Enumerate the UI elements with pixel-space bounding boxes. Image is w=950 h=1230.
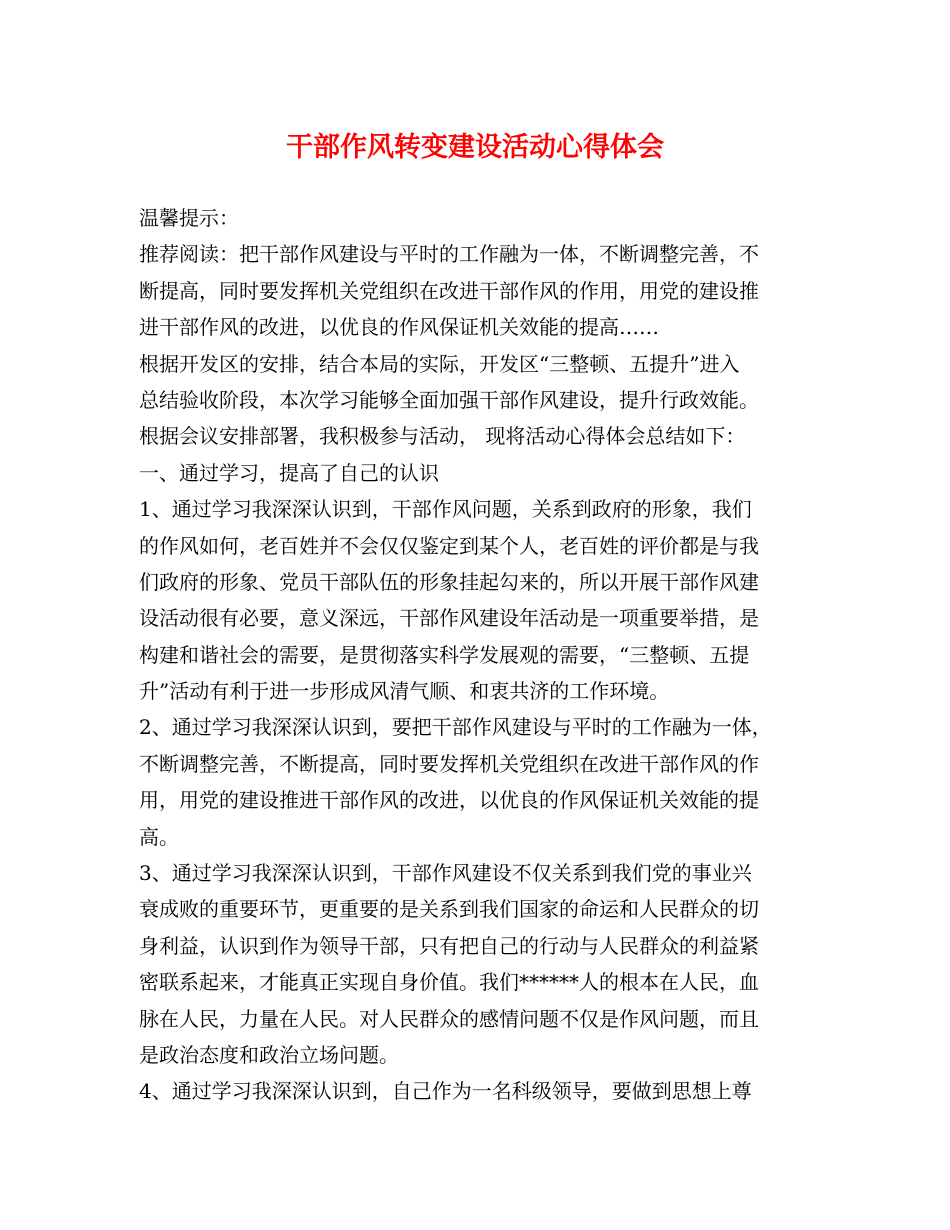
text-line: 3、通过学习我深深认识到，干部作风建设不仅关系到我们党的事业兴 bbox=[139, 861, 752, 886]
document-body bbox=[139, 200, 819, 1110]
text-line: 推荐阅读：把干部作风建设与平时的工作融为一体，不断调整完善，不 bbox=[139, 242, 759, 267]
text-line: 断提高，同时要发挥机关党组织在改进干部作风的作用，用党的建设推 bbox=[139, 278, 759, 303]
text-line: 设活动很有必要，意义深远，干部作风建设年活动是一项重要举措，是 bbox=[139, 606, 759, 631]
text-line: 根据会议安排部署，我积极参与活动， 现将活动心得体会总结如下： bbox=[139, 424, 746, 449]
text-line: 身利益，认识到作为领导干部，只有把自己的行动与人民群众的利益紧 bbox=[139, 933, 759, 958]
text-line: 进干部作风的改进，以优良的作风保证机关效能的提高…… bbox=[139, 315, 659, 340]
text-line: 构建和谐社会的需要，是贯彻落实科学发展观的需要，“三整顿、五提 bbox=[139, 642, 750, 667]
text-line: 衰成败的重要环节，更重要的是关系到我们国家的命运和人民群众的切 bbox=[139, 897, 759, 922]
text-line: 用，用党的建设推进干部作风的改进，以优良的作风保证机关效能的提 bbox=[139, 788, 759, 813]
text-line: 是政治态度和政治立场问题。 bbox=[139, 1042, 399, 1067]
text-line: 1、通过学习我深深认识到，干部作风问题，关系到政府的形象，我们 bbox=[139, 497, 752, 522]
text-line: 一、通过学习，提高了自己的认识 bbox=[139, 460, 439, 485]
text-line: 4、通过学习我深深认识到，自己作为一名科级领导，要做到思想上尊 bbox=[139, 1079, 752, 1104]
text-line: 高。 bbox=[139, 824, 179, 849]
text-line: 2、通过学习我深深认识到，要把干部作风建设与平时的工作融为一体， bbox=[139, 715, 772, 740]
text-line: 的作风如何，老百姓并不会仅仅鉴定到某个人，老百姓的评价都是与我 bbox=[139, 533, 759, 558]
text-line: 根据开发区的安排，结合本局的实际，开发区“三整顿、五提升”进入 bbox=[139, 351, 740, 376]
text-line: 脉在人民，力量在人民。对人民群众的感情问题不仅是作风问题，而且 bbox=[139, 1006, 759, 1031]
text-line: 们政府的形象、党员干部队伍的形象挂起勾来的，所以开展干部作风建 bbox=[139, 569, 759, 594]
text-line: 总结验收阶段，本次学习能够全面加强干部作风建设，提升行政效能。 bbox=[139, 387, 759, 412]
text-line: 温馨提示： bbox=[139, 206, 239, 230]
text-line: 密联系起来，才能真正实现自身价值。我们******人的根本在人民，血 bbox=[139, 970, 759, 995]
text-line: 不断调整完善，不断提高，同时要发挥机关党组织在改进干部作风的作 bbox=[139, 751, 759, 776]
text-line: 升”活动有利于进一步形成风清气顺、和衷共济的工作环境。 bbox=[139, 679, 670, 704]
document-title: 干部作风转变建设活动心得体会 bbox=[286, 132, 664, 163]
